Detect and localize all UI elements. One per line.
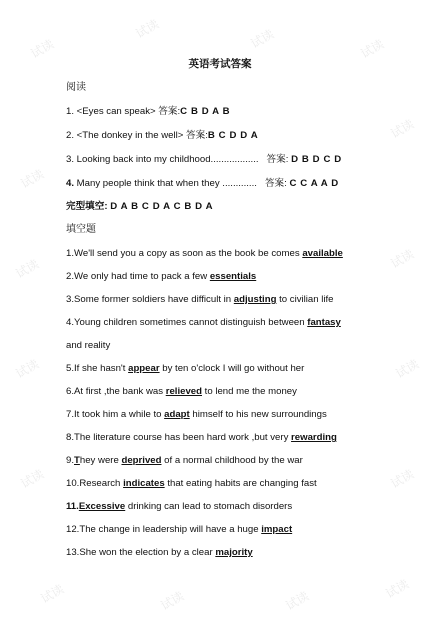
fill-answer: available — [302, 248, 343, 259]
question-text: Many people think that when they ............. — [74, 178, 257, 189]
fill-answer: majority — [215, 547, 253, 558]
fill-answer: appear — [128, 363, 160, 374]
fill-item-continuation: and reality — [66, 340, 111, 351]
fill-item — [66, 455, 303, 467]
fill-text: drinking can lead to stomach disorders — [125, 501, 293, 512]
fill-text: 13.She won the election by a clear — [66, 547, 216, 558]
fill-item — [66, 432, 337, 444]
fill-text: 8.The literature course has been hard work ,but very — [66, 432, 292, 443]
watermark: 试读 — [38, 581, 67, 606]
fill-text: 3.Some former soldiers have difficult in — [66, 294, 234, 305]
fill-text: 4.Young children sometimes cannot distinguish between — [66, 317, 308, 328]
answer-value: C C A A D — [289, 178, 339, 189]
fill-answer: rewarding — [291, 432, 337, 443]
page-title: 英语考试答案 — [188, 58, 252, 70]
answer-value: C B D A B — [180, 106, 231, 117]
fill-answer: adjusting — [233, 294, 277, 305]
fill-answer: relieved — [165, 386, 202, 397]
reading-answer-row — [66, 130, 258, 142]
fill-answer: adapt — [164, 409, 190, 420]
watermark: 试读 — [383, 576, 412, 601]
fill-text: 6.At first ,the bank was — [66, 386, 166, 397]
watermark: 试读 — [28, 36, 57, 61]
fill-item — [66, 478, 317, 490]
fill-text: himself to his new surroundings — [189, 409, 327, 420]
fill-item — [66, 409, 327, 421]
watermark: 试读 — [388, 246, 417, 271]
fill-item — [66, 547, 253, 559]
fill-text: 9. — [66, 455, 75, 466]
watermark: 试读 — [13, 356, 42, 381]
fill-item — [66, 317, 341, 329]
question-number: 4. — [66, 178, 75, 189]
section-heading-reading: 阅读 — [66, 82, 86, 93]
fill-item — [66, 386, 297, 398]
answer-label: 答案: — [266, 154, 289, 165]
watermark: 试读 — [158, 588, 187, 613]
fill-answer: fantasy — [307, 317, 341, 328]
reading-answer-row — [66, 106, 230, 118]
section-heading-fill: 填空题 — [66, 224, 96, 235]
fill-item — [66, 363, 304, 375]
cloze-answer-row — [66, 201, 213, 213]
fill-text: 12.The change in leadership will have a huge — [66, 524, 262, 535]
fill-answer-initial: T — [74, 455, 80, 466]
watermark: 试读 — [358, 36, 387, 61]
question-number: 1. — [66, 106, 75, 117]
fill-answer: Excessive — [78, 501, 126, 512]
cloze-answer: D A B C D A C B D A — [110, 201, 214, 212]
fill-answer: indicates — [123, 478, 165, 489]
answer-value: B C D D A — [207, 130, 259, 141]
watermark: 试读 — [13, 256, 42, 281]
fill-text: 5.If she hasn't — [66, 363, 129, 374]
watermark: 试读 — [388, 466, 417, 491]
question-number: 3. — [66, 154, 75, 165]
fill-text: 2.We only had time to pack a few — [66, 271, 210, 282]
fill-item — [66, 501, 292, 513]
fill-number: 11. — [66, 501, 79, 512]
question-text: Looking back into my childhood.................. — [74, 154, 259, 165]
answer-label: 答案: — [186, 130, 208, 141]
answer-value: D B D C D — [291, 154, 342, 165]
fill-item — [66, 294, 334, 306]
fill-text: to civilian life — [276, 294, 334, 305]
fill-item — [66, 271, 256, 283]
fill-text: 7.It took him a while to — [66, 409, 165, 420]
fill-answer: impact — [261, 524, 293, 535]
answer-label: 答案: — [264, 178, 287, 189]
reading-answer-row — [66, 178, 339, 190]
watermark: 试读 — [283, 588, 312, 613]
fill-text: hey were — [79, 455, 122, 466]
watermark: 试读 — [18, 466, 47, 491]
question-text: <The donkey in the well> — [74, 130, 184, 141]
fill-text: 1.We'll send you a copy as soon as the book be comes — [66, 248, 303, 259]
fill-answer: deprived — [121, 455, 162, 466]
answer-label: 答案: — [158, 106, 181, 117]
reading-answer-row — [66, 154, 342, 166]
question-number: 2. — [66, 130, 75, 141]
fill-item — [66, 524, 292, 536]
fill-text: 10.Research — [66, 478, 124, 489]
fill-text: that eating habits are changing fast — [164, 478, 317, 489]
watermark: 试读 — [248, 26, 277, 51]
question-text: <Eyes can speak> — [74, 106, 156, 117]
fill-answer: essentials — [209, 271, 257, 282]
fill-text: of a normal childhood by the war — [161, 455, 303, 466]
fill-text: to lend me the money — [202, 386, 297, 397]
fill-text: by ten o'clock I will go without her — [159, 363, 305, 374]
fill-item — [66, 248, 343, 260]
watermark: 试读 — [388, 116, 417, 141]
watermark: 试读 — [18, 166, 47, 191]
cloze-label: 完型填空: — [66, 201, 108, 212]
watermark: 试读 — [133, 16, 162, 41]
watermark: 试读 — [393, 356, 422, 381]
